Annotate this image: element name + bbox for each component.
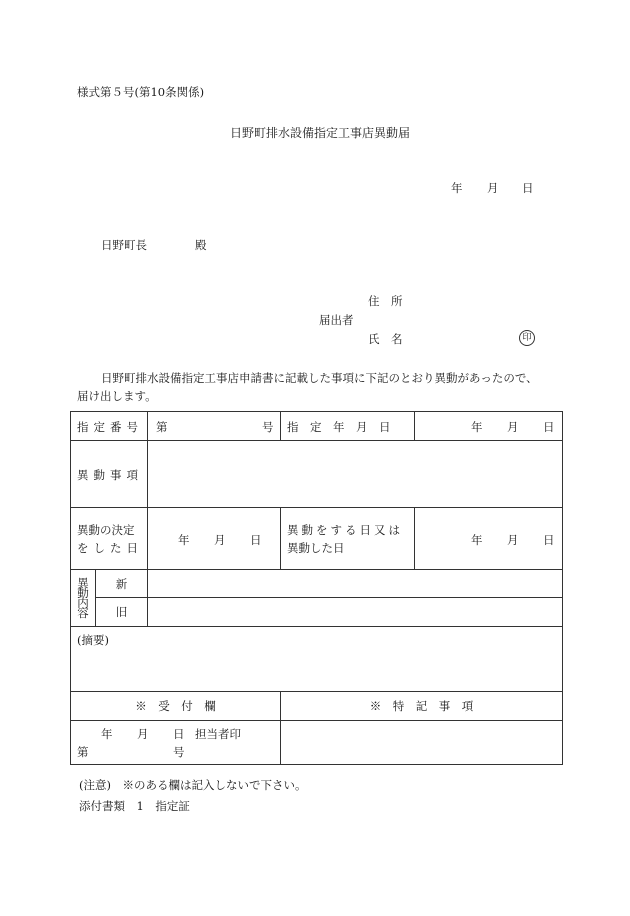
decision-date-label-1: 異動の決定	[77, 522, 135, 537]
reception-number-prefix: 第	[77, 744, 89, 759]
decision-month: 月	[214, 532, 226, 547]
designation-day: 日	[543, 420, 555, 434]
old-content-cell[interactable]	[148, 598, 563, 627]
new-label-cell	[96, 570, 148, 598]
number-prefix: 第	[156, 420, 168, 434]
decision-date-label-cell	[71, 508, 148, 570]
designation-date-label: 指 定 年 月 日	[287, 420, 391, 434]
change-item-cell[interactable]	[148, 441, 563, 508]
decision-date-label-2: をした日	[77, 540, 143, 555]
addressee-honorific: 殿	[195, 238, 207, 252]
footer-attachment: 添付書類 1 指定証	[79, 799, 190, 813]
document-title: 日野町排水設備指定工事店異動届	[230, 126, 411, 140]
date-day: 日	[522, 181, 534, 195]
applicant-label: 届出者	[319, 313, 354, 327]
designation-number-label: 指定番号	[77, 420, 143, 434]
reception-month: 月	[137, 726, 149, 741]
reception-header-cell	[71, 692, 281, 721]
new-content-cell[interactable]	[148, 570, 563, 598]
change-date-label-1: 異動をする日又は	[287, 522, 403, 537]
new-label: 新	[115, 576, 128, 591]
body-line-2: 届け出します。	[77, 389, 157, 403]
designation-year: 年	[471, 420, 483, 434]
designation-date-cell[interactable]	[415, 412, 563, 441]
change-content-label-cell	[71, 570, 96, 627]
reception-year: 年	[101, 726, 113, 741]
number-suffix: 号	[262, 420, 274, 434]
date-year: 年	[451, 181, 463, 195]
reception-day: 日	[173, 726, 185, 741]
body-line-1: 日野町排水設備指定工事店申請書に記載した事項に下記のとおり異動があったので、	[101, 371, 538, 385]
name-label: 氏 名	[368, 332, 403, 346]
decision-year: 年	[178, 532, 190, 547]
change-item-label-cell	[71, 441, 148, 508]
content-char-4: 容	[77, 606, 89, 620]
staff-seal-label: 担当者印	[195, 726, 241, 741]
special-notes-cell[interactable]	[281, 721, 563, 765]
seal-mark: 印	[519, 330, 535, 346]
designation-month: 月	[507, 420, 519, 434]
footer-note: (注意) ※のある欄は記入しないで下さい。	[79, 778, 307, 792]
change-date-label-cell	[281, 508, 415, 570]
change-date-label-2: 異動した日	[287, 540, 345, 555]
content-char-2: 動	[77, 586, 89, 600]
change-item-label: 異動事項	[77, 468, 143, 482]
designation-number-cell[interactable]	[148, 412, 281, 441]
reception-number-suffix: 号	[173, 744, 185, 759]
change-year: 年	[471, 532, 483, 547]
content-char-3: 内	[77, 596, 89, 610]
designation-number-label-cell	[71, 412, 148, 441]
notification-table	[70, 411, 563, 765]
form-number: 様式第５号(第10条関係)	[77, 85, 205, 99]
reception-cell[interactable]	[71, 721, 281, 765]
summary-label: (摘要)	[77, 633, 109, 647]
designation-date-label-cell	[281, 412, 415, 441]
content-char-1: 異	[77, 576, 89, 590]
change-month: 月	[507, 532, 519, 547]
addressee-name: 日野町長	[101, 238, 147, 252]
decision-day: 日	[250, 532, 262, 547]
old-label: 旧	[115, 605, 128, 619]
change-date-cell[interactable]	[415, 508, 563, 570]
address-label: 住 所	[368, 294, 403, 308]
special-notes-label: ※ 特 記 事 項	[369, 699, 474, 713]
old-label-cell	[96, 598, 148, 627]
decision-date-cell[interactable]	[148, 508, 281, 570]
reception-label: ※ 受 付 欄	[135, 699, 216, 713]
special-notes-header-cell	[281, 692, 563, 721]
change-day: 日	[543, 532, 555, 547]
date-month: 月	[487, 181, 499, 195]
summary-cell[interactable]	[71, 627, 563, 692]
